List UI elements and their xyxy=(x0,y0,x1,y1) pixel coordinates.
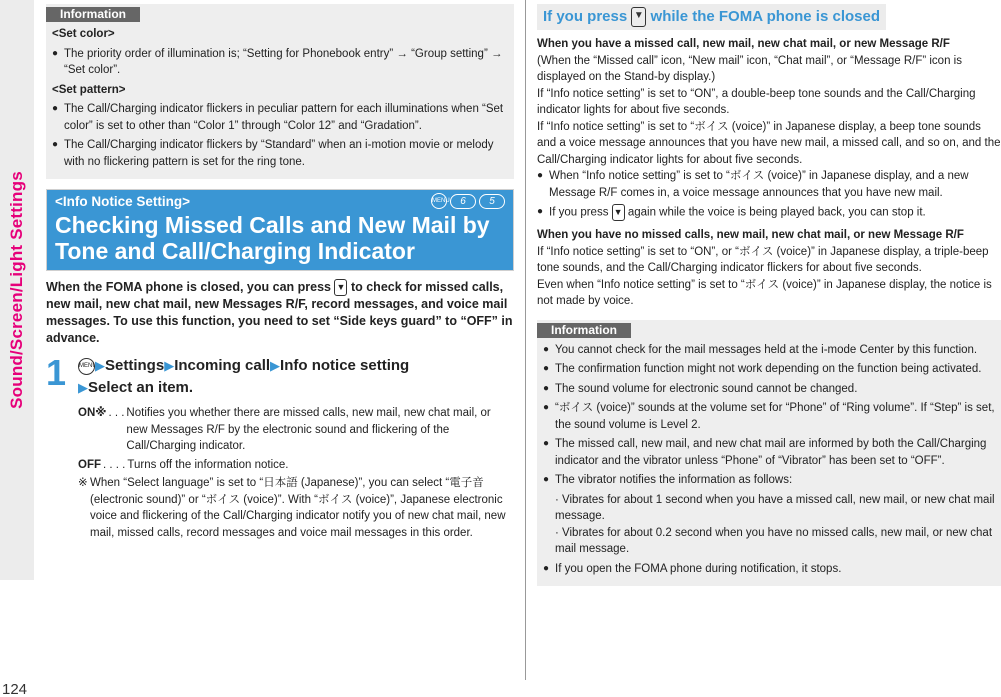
missed-call-section xyxy=(537,36,1001,221)
section-heading xyxy=(46,189,514,271)
set-pattern-heading: <Set pattern> xyxy=(52,83,126,96)
column-divider xyxy=(525,0,526,680)
digit-key-icon: 5 xyxy=(479,194,505,209)
information-box-left xyxy=(46,4,514,179)
list-item: ● If you press ▼ again while the voice is being played back, you can stop it. xyxy=(537,204,1001,221)
triangle-right-icon: ▶ xyxy=(270,358,281,374)
page-number: 124 xyxy=(2,681,28,697)
information-box-right xyxy=(537,320,1001,587)
set-color-item: ● The priority order of illumination is; “Setting for Phonebook entry” → “Group setting” → “Set color”. xyxy=(52,46,508,79)
list-item: ● The missed call, new mail, and new chat mail are informed by both the Call/Charging indicator and the vibrator unless “Phone” of “Vibrator” has been set to “OFF”. xyxy=(543,436,995,469)
step-item: Info notice setting xyxy=(280,357,410,375)
list-item: ● The vibrator notifies the information as follows: xyxy=(543,472,995,489)
heading-subtitle: <Info Notice Setting> xyxy=(55,194,191,209)
step-item: Settings xyxy=(105,357,165,375)
options-list xyxy=(46,405,514,541)
menu-key-icon: MENU xyxy=(431,193,447,209)
digit-key-icon: 6 xyxy=(450,194,476,209)
triangle-right-icon: ▶ xyxy=(78,380,88,396)
paragraph: If “Info notice setting” is set to “ボイス (voice)” in Japanese display, a beep tone sounds and a voice message announces that you have new mail, a missed call, and so on, and the Call/Charging indicator lights for about five seconds. xyxy=(537,120,1001,166)
step-1 xyxy=(46,352,514,399)
down-key-icon: ▼ xyxy=(612,204,625,221)
list-item: ● You cannot check for the mail messages held at the i-mode Center by this function. xyxy=(543,342,995,359)
right-arrow-icon: → xyxy=(396,47,408,60)
menu-key-icon: MENU xyxy=(78,358,95,375)
information-tag: Information xyxy=(537,323,631,338)
triangle-right-icon: ▶ xyxy=(164,358,175,374)
option-on: ON※ . . . Notifies you whether there are missed calls, new mail, new chat mail, or new Messages R/F by the electronic sound and flickering of the Call/Charging indicator. xyxy=(78,407,491,453)
information-tag: Information xyxy=(46,7,140,22)
down-key-icon: ▼ xyxy=(334,279,347,296)
paragraph: If “Info notice setting” is set to “ON”, or “ボイス (voice)” in Japanese display, a triple-beep tone sounds, and the Call/Charging indicator flickers for about five seconds. xyxy=(537,245,989,275)
side-tab-label: Sound/Screen/Light Settings xyxy=(6,171,26,409)
section-heading: When you have a missed call, new mail, new chat mail, or new Message R/F xyxy=(537,38,950,50)
page-title: Checking Missed Calls and New Mail by Tone and Call/Charging Indicator xyxy=(47,212,513,270)
sub-list-item: · Vibrates for about 1 second when you have a missed call, new mail, or new chat mail message. xyxy=(555,493,995,523)
paragraph: (When the “Missed call” icon, “New mail” icon, “Chat mail”, or “Message R/F” icon is displayed on the Stand-by display.) xyxy=(537,54,962,83)
paragraph: If “Info notice setting” is set to “ON”, a double-beep tone sounds and the Call/Charging indicator lights for about five seconds. xyxy=(537,87,976,116)
footnote: ※ When “Select language” is set to “日本語 (Japanese)”, you can select “電子音 (electronic sound)” or “ボイス (voice)”. With “ボイス (voice)”, Japanese electronic voice and flickering of the Call/Charging indicator notify you of new chat mail, new mail, missed calls, record messages and voice mail messages in this order. xyxy=(78,477,506,539)
left-column xyxy=(46,4,514,541)
right-arrow-icon: → xyxy=(490,47,503,60)
right-column xyxy=(537,4,1001,586)
list-item: ● If you open the FOMA phone during notification, it stops. xyxy=(543,561,995,578)
list-item: ● The sound volume for electronic sound cannot be changed. xyxy=(543,381,995,398)
step-number: 1 xyxy=(46,352,67,394)
triangle-right-icon: ▶ xyxy=(95,358,105,374)
set-color-heading: <Set color> xyxy=(52,28,115,40)
sub-list-item: · Vibrates for about 0.2 second when you have no missed calls, new mail, or new chat mail message. xyxy=(555,526,993,556)
key-shortcut xyxy=(431,193,505,209)
paragraph: Even when “Info notice setting” is set to “ボイス (voice)” in Japanese display, the notice is not made by voice. xyxy=(537,278,992,308)
down-key-icon: ▼ xyxy=(631,7,646,27)
set-pattern-item: ● The Call/Charging indicator flickers by “Standard” when an i-motion movie or melody with no flickering pattern is set for the ring tone. xyxy=(52,137,508,170)
subsection-heading: If you press ▼ while the FOMA phone is closed xyxy=(537,4,886,30)
section-heading: When you have no missed calls, new mail, new chat mail, or new Message R/F xyxy=(537,229,964,242)
list-item: ● “ボイス (voice)” sounds at the volume set for “Phone” of “Ring volume”. If “Step” is set, the sound volume is Level 2. xyxy=(543,400,995,433)
step-item: Incoming call xyxy=(174,357,271,375)
option-off: OFF . . . . Turns off the information notice. xyxy=(78,458,289,471)
intro-text: When the FOMA phone is closed, you can press ▼ to check for missed calls, new mail, new chat mail, new Messages R/F, record messages, and voice mail messages. To use this function, you need to set “Side keys guard” to “OFF” in advance. xyxy=(46,280,513,346)
step-item: Select an item. xyxy=(88,379,194,397)
side-tab xyxy=(0,0,34,580)
set-pattern-item: ● The Call/Charging indicator flickers in peculiar pattern for each illuminations when “Set color” is set to other than “Color 1” through “Color 12” and “Gradation”. xyxy=(52,101,508,134)
list-item: ● When “Info notice setting” is set to “ボイス (voice)” in Japanese display, and a new Message R/F comes in, a voice message announces that you have new mail. xyxy=(537,168,1001,201)
no-missed-call-section xyxy=(537,227,1001,310)
list-item: ● The confirmation function might not work depending on the function being activated. xyxy=(543,361,995,378)
